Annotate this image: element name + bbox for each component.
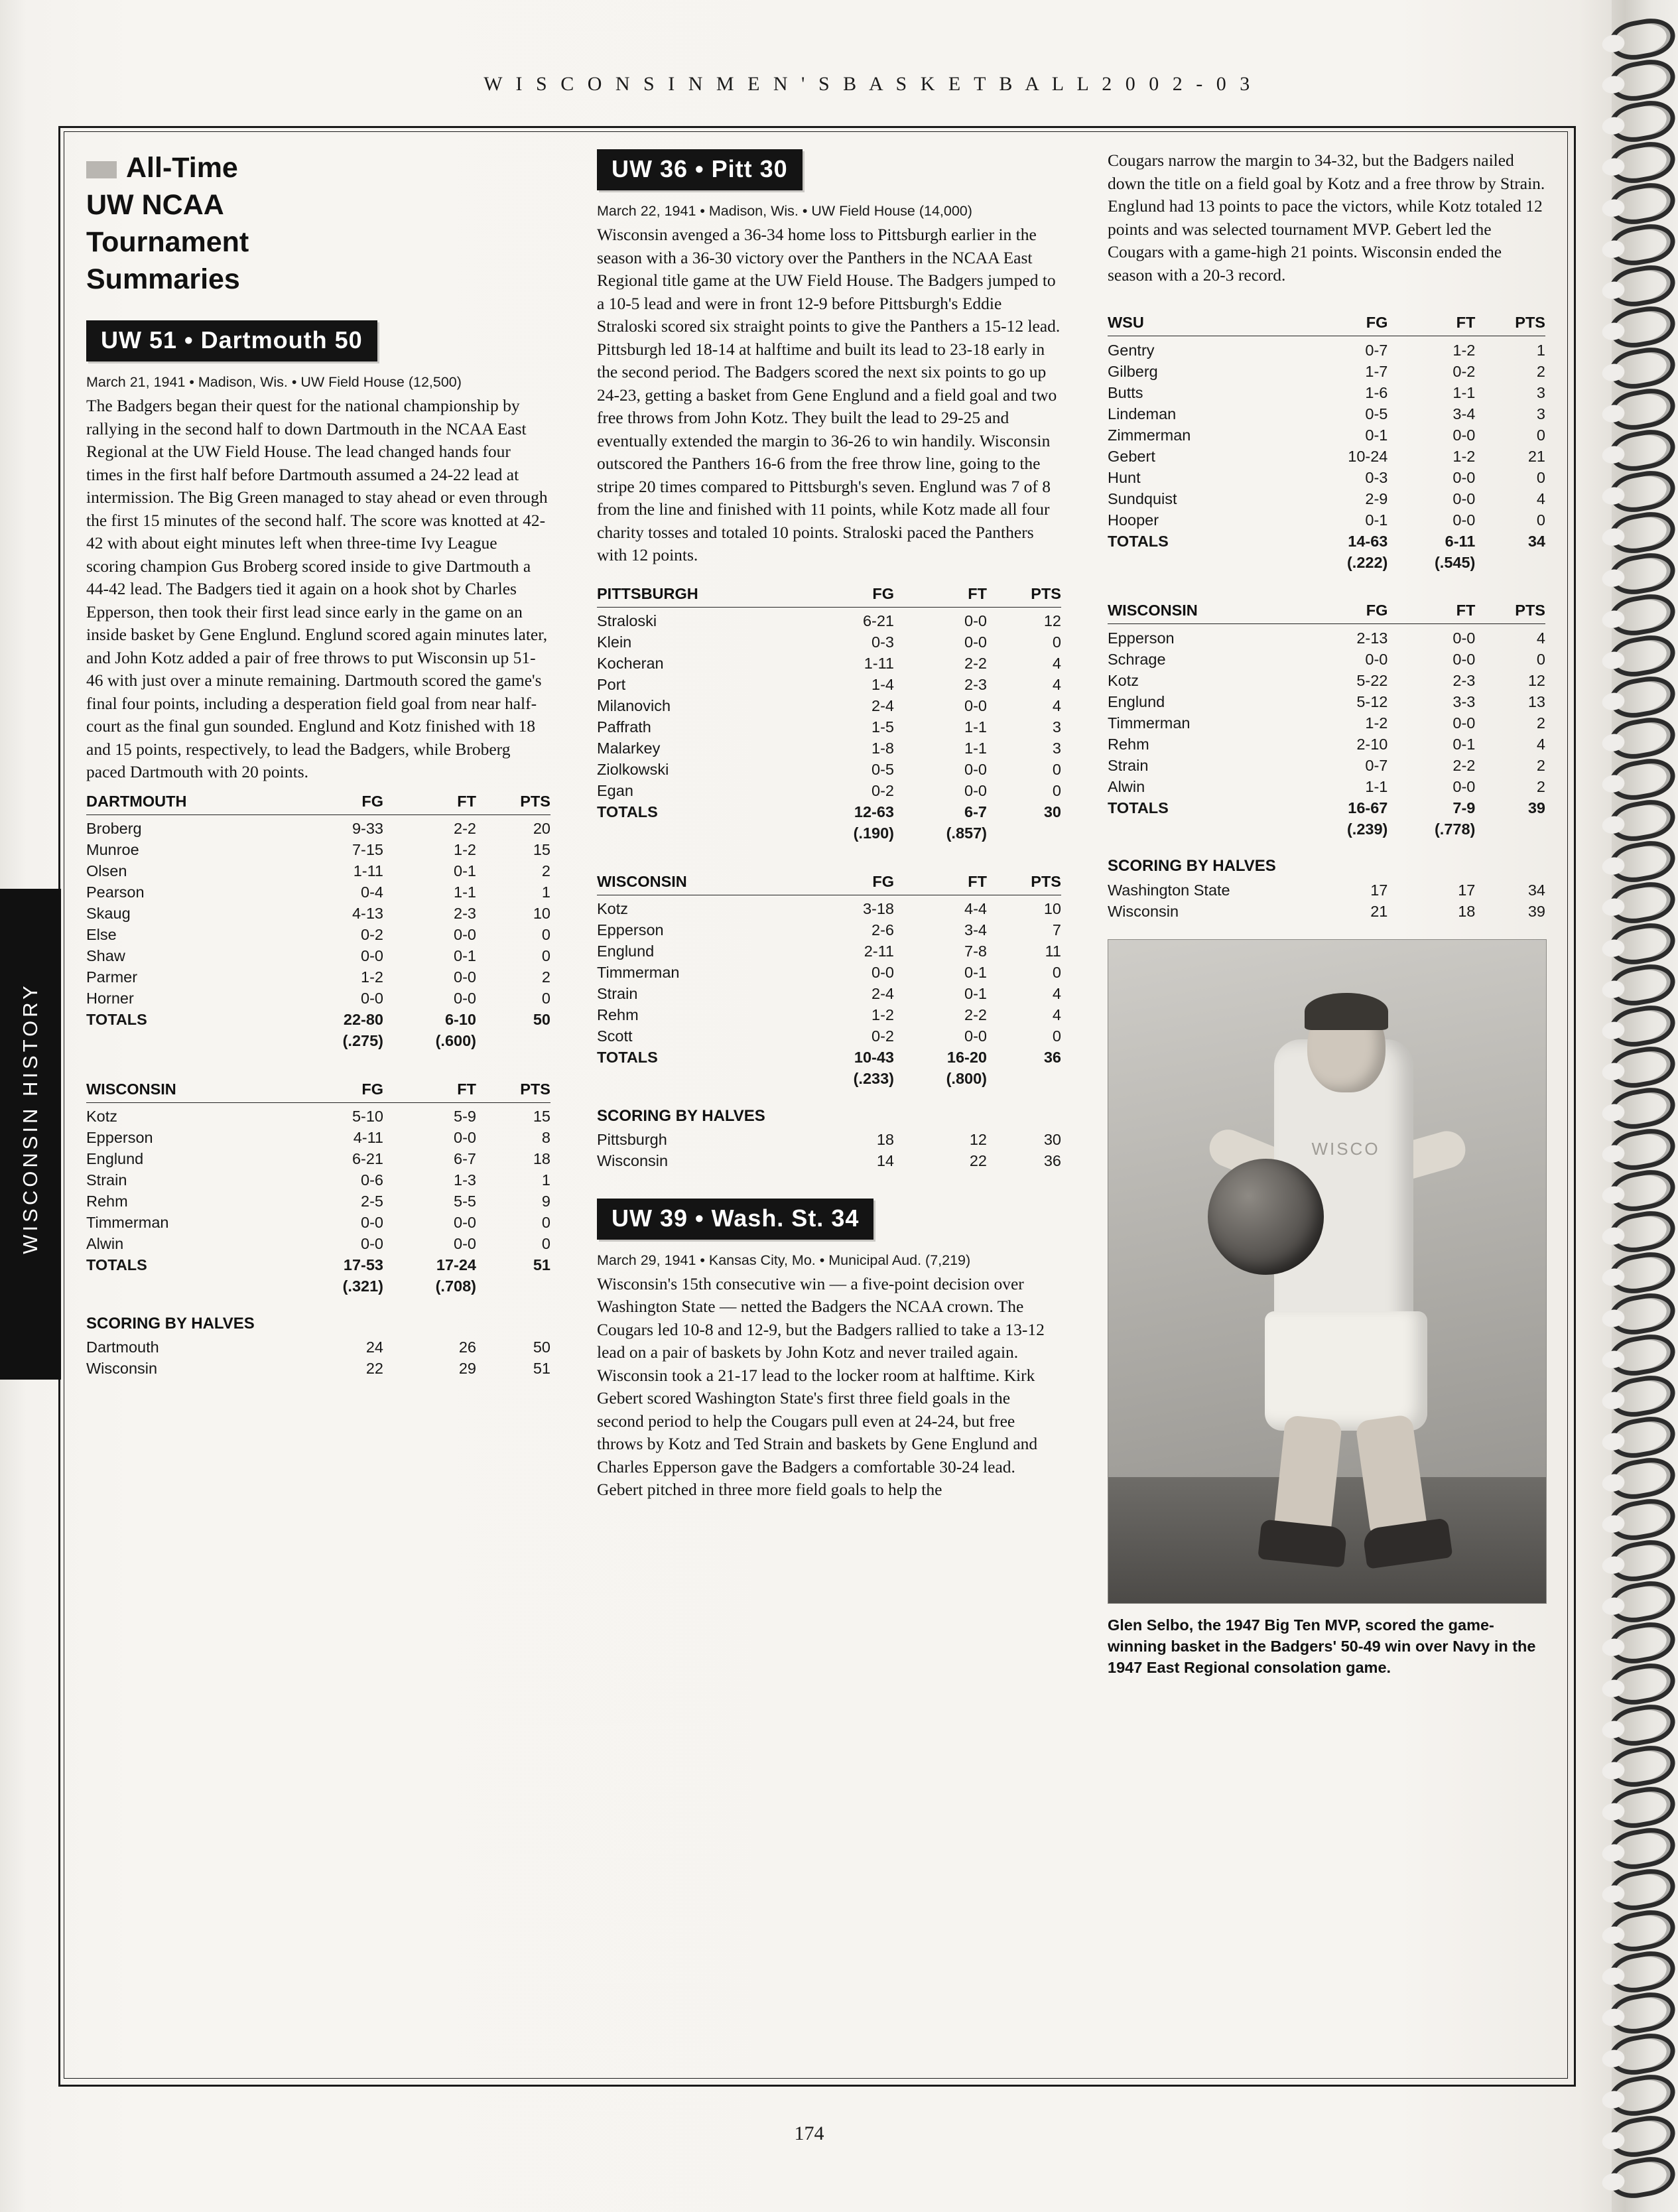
player-name: Strain — [597, 985, 638, 1002]
table-row — [86, 1358, 550, 1380]
stat-pts: 15 — [533, 841, 550, 858]
stat-ft: 0-0 — [454, 926, 476, 943]
table-row — [86, 903, 550, 925]
game-banner-2-label: UW 36 • Pitt 30 — [597, 149, 803, 190]
player-name: Kotz — [597, 900, 629, 917]
table-row: Gilberg 1-7 0-2 2 — [1108, 361, 1545, 382]
player-name: Paffrath — [597, 718, 651, 736]
square-bullet-icon — [86, 161, 117, 178]
player-name: Hunt — [1108, 468, 1141, 486]
table-row: Zimmerman 0-1 0-0 0 — [1108, 424, 1545, 446]
table-row: Epperson 2-6 3-4 7 — [597, 920, 1061, 941]
table-row: Ziolkowski 0-5 0-0 0 — [597, 759, 1061, 781]
table-row: Timmerman 1-2 0-0 2 — [1108, 712, 1545, 734]
column-2 — [597, 149, 1061, 1508]
scoring-by-halves-title-3: SCORING BY HALVES — [1108, 857, 1276, 875]
player-name: Kocheran — [597, 655, 664, 672]
game-2-dateline: March 22, 1941 • Madison, Wis. • UW Field House (14,000) — [597, 203, 972, 219]
totals-fg: 22-80 — [343, 1011, 383, 1028]
table-row: Epperson 4-11 0-0 8 — [86, 1128, 550, 1149]
table-row: Englund 2-11 7-8 11 — [597, 941, 1061, 962]
boxscore-header-row — [597, 583, 1061, 608]
jersey-text: WISCO — [1311, 1139, 1380, 1159]
player-name: Schrage — [1108, 650, 1166, 668]
page-title-line-3: Tournament — [86, 226, 249, 258]
table-row — [86, 988, 550, 1009]
boxscore-col-pts: PTS — [1515, 314, 1545, 331]
section-tab-wisconsin-history — [0, 889, 61, 1380]
player-name: Sundquist — [1108, 489, 1177, 507]
player-name: Timmerman — [597, 964, 680, 981]
basketball-icon — [1208, 1159, 1324, 1275]
player-name: Timmerman — [1108, 714, 1191, 732]
page-title-line-2: UW NCAA — [86, 189, 224, 221]
table-row-percent: (.321) (.708) — [342, 1277, 476, 1295]
boxscore-wisconsin-g2 — [597, 871, 1061, 1090]
player-name: Pearson — [86, 883, 145, 901]
table-row: Straloski 6-21 0-0 12 — [597, 611, 1061, 632]
table-row: Englund 6-21 6-7 18 — [86, 1149, 550, 1170]
table-row-totals: TOTALS 14-63 6-11 34 — [1108, 532, 1545, 550]
stat-fg: 9-33 — [352, 820, 383, 837]
table-row: Kotz 3-18 4-4 10 — [597, 899, 1061, 920]
table-row: Milanovich 2-4 0-0 4 — [597, 696, 1061, 717]
table-row: Hunt 0-3 0-0 0 — [1108, 467, 1545, 488]
table-row: Alwin 0-0 0-0 0 — [86, 1234, 550, 1255]
table-row: Kotz 5-10 5-9 15 — [86, 1106, 550, 1128]
boxscore-col-fg: FG — [1366, 314, 1388, 331]
player-name: Butts — [1108, 383, 1143, 401]
player-name: Skaug — [86, 905, 131, 922]
game-banner-1-label: UW 51 • Dartmouth 50 — [86, 320, 377, 361]
table-row: Gentry 0-7 1-2 1 — [1108, 340, 1545, 361]
table-row: Rehm 2-10 0-1 4 — [1108, 734, 1545, 755]
stat-pts: 2 — [541, 862, 550, 879]
boxscore-col-ft: FT — [457, 792, 476, 810]
table-row: Malarkey 1-8 1-1 3 — [597, 738, 1061, 759]
table-row-percent: (.222) (.545) — [1346, 553, 1476, 571]
page-header-title: W I S C O N S I N M E N ' S B A S K E T B A L L 2 0 0 2 - 0 3 — [484, 73, 1254, 95]
game-banner-3 — [597, 1199, 1061, 1240]
player-name: Ziolkowski — [597, 761, 669, 778]
boxscore-col-fg: FG — [361, 792, 383, 810]
table-row-totals: TOTALS 16-67 7-9 39 — [1108, 799, 1545, 816]
player-name: Gilberg — [1108, 362, 1158, 380]
player-name: Klein — [597, 633, 632, 651]
player-name: Rehm — [1108, 735, 1149, 753]
table-row: Butts 1-6 1-1 3 — [1108, 382, 1545, 403]
table-row: Wisconsin 21 18 39 — [1108, 901, 1545, 922]
photo-caption: Glen Selbo, the 1947 Big Ten MVP, scored the game-winning basket in the Badgers' 50-49 win over Navy in the 1947 East Regional consolation game. — [1108, 1616, 1536, 1676]
table-row — [86, 818, 550, 840]
boxscore-col-fg: FG — [1366, 602, 1388, 619]
boxscore-col-pts: PTS — [1031, 584, 1061, 602]
stat-pts: 10 — [533, 905, 550, 922]
article-columns — [86, 149, 1552, 2059]
player-name: Alwin — [1108, 777, 1145, 795]
table-row — [86, 882, 550, 903]
pct-fg: (.275) — [342, 1032, 383, 1049]
halves-team: Wisconsin — [597, 1152, 669, 1169]
game-banner-1 — [86, 320, 550, 361]
stat-ft: 0-1 — [454, 862, 476, 879]
player-name: Kotz — [86, 1108, 118, 1125]
boxscore-col-fg: FG — [872, 872, 894, 890]
halves-team: Pittsburgh — [597, 1131, 667, 1148]
table-row: Gebert 10-24 1-2 21 — [1108, 446, 1545, 467]
player-name: Straloski — [597, 612, 657, 629]
stat-fg: 0-0 — [361, 947, 383, 964]
table-row: Hooper 0-1 0-0 0 — [1108, 509, 1545, 531]
game-banner-2 — [597, 149, 1061, 190]
boxscore-wisconsin-g3 — [1108, 600, 1545, 840]
game-3-body-continued: Cougars narrow the margin to 34-32, but the Badgers nailed down the title on a field goal by Kotz and a free throw by Strain. Englund had 13 points to pace the victors, while Kotz totaled 12 points and was selected tournament MVP. Gebert led the Cougars with a game-high 21 points. Wisconsin ended the season with a 20-3 record. — [1108, 151, 1545, 285]
table-row: Lindeman 0-5 3-4 3 — [1108, 403, 1545, 424]
table-row: Washington State 17 17 34 — [1108, 879, 1545, 901]
boxscore-team-name: PITTSBURGH — [597, 584, 698, 602]
halves-h1: 24 — [365, 1338, 383, 1356]
table-row: Strain 0-7 2-2 2 — [1108, 755, 1545, 776]
boxscore-team-name: WSU — [1108, 314, 1144, 331]
player-name: Else — [86, 926, 117, 943]
player-name: Epperson — [1108, 629, 1175, 647]
stat-ft: 1-2 — [454, 841, 476, 858]
scoring-by-halves-2 — [597, 1130, 1061, 1172]
stat-pts: 0 — [541, 947, 550, 964]
totals-pts: 50 — [533, 1011, 550, 1028]
table-row: Egan 0-2 0-0 0 — [597, 781, 1061, 802]
stat-ft: 0-0 — [454, 990, 476, 1007]
stat-ft: 2-2 — [454, 820, 476, 837]
stat-pts: 1 — [541, 883, 550, 901]
scoring-by-halves-1 — [86, 1337, 550, 1380]
table-row: Paffrath 1-5 1-1 3 — [597, 717, 1061, 738]
halves-h2: 26 — [458, 1338, 476, 1356]
boxscore-header-row — [86, 1078, 550, 1103]
halves-team: Wisconsin — [86, 1360, 158, 1377]
game-1-dateline: March 21, 1941 • Madison, Wis. • UW Field House (12,500) — [86, 374, 462, 390]
game-2-body: Wisconsin avenged a 36-34 home loss to Pittsburgh earlier in the season with a 36-30 victory over the Panthers in the NCAA East Regional title game at the UW Field House. The Badgers jumped to a 10-5 lead and were in front 12-9 before Pittsburgh's Eddie Straloski scored six straight points to give the Panthers a 15-12 lead. Pittsburgh led 18-14 at halftime and built its lead to 23-18 early in the second period. The Badgers scored the next six points to go up 24-23, getting a basket from Gene Englund and a field goal and two free throws from John Kotz. They built the lead to 29-25 and eventually extended the margin to 36-26 to win handily. Wisconsin outscored the Panthers 16-6 from the free throw line, going to the stripe 20 times compared to Pittsburgh's seven. Englund was 7 of 8 from the line and finished with 11 points, while Kotz made all four charity tosses and totaled 10 points. Straloski paced the Panthers with 12 points. — [597, 225, 1061, 564]
stat-fg: 7-15 — [352, 841, 383, 858]
table-row: Wisconsin 14 22 36 — [597, 1151, 1061, 1172]
player-name: Hooper — [1108, 511, 1159, 529]
table-row: Timmerman 0-0 0-1 0 — [597, 962, 1061, 984]
halves-h2: 29 — [458, 1360, 476, 1377]
pct-ft: (.600) — [435, 1032, 476, 1049]
table-row — [86, 967, 550, 988]
player-name: Kotz — [1108, 671, 1139, 689]
boxscore-team-name: WISCONSIN — [1108, 602, 1198, 619]
boxscore-col-pts: PTS — [520, 1080, 550, 1098]
boxscore-dartmouth — [86, 791, 550, 1052]
player-name: Malarkey — [597, 740, 661, 757]
table-row: Kotz 5-22 2-3 12 — [1108, 670, 1545, 691]
table-row: Pittsburgh 18 12 30 — [597, 1130, 1061, 1151]
stat-pts: 0 — [541, 990, 550, 1007]
table-row — [86, 946, 550, 967]
stat-fg: 0-2 — [361, 926, 383, 943]
player-name: Lindeman — [1108, 405, 1177, 423]
table-row — [86, 861, 550, 882]
player-name: Strain — [86, 1171, 127, 1189]
spiral-binding — [1612, 0, 1678, 2212]
table-row: Rehm 1-2 2-2 4 — [597, 1005, 1061, 1026]
stat-pts: 20 — [533, 820, 550, 837]
player-name: Timmerman — [86, 1214, 169, 1231]
table-row: Timmerman 0-0 0-0 0 — [86, 1212, 550, 1234]
column-1 — [86, 149, 550, 1380]
stat-fg: 1-11 — [353, 862, 383, 879]
halves-team: Washington State — [1108, 881, 1230, 899]
player-name: Parmer — [86, 968, 138, 986]
page-number: 174 — [794, 2122, 824, 2144]
halves-final: 50 — [533, 1338, 550, 1356]
table-row-totals: TOTALS 10-43 16-20 36 — [597, 1049, 1061, 1066]
table-row: Englund 5-12 3-3 13 — [1108, 691, 1545, 712]
game-1-body: The Badgers began their quest for the national championship by rallying in the second half to down Dartmouth in the NCAA East Regional at the UW Field House. The lead changed hands four times in the first half before Dartmouth assumed a 24-22 lead at intermission. The Big Green managed to stay ahead or even through the first 15 minutes of the second half. The score was knotted at 42-42 with about eight minutes left when three-time Ivy League scoring champion Gus Broberg scored inside to give Dartmouth a 44-42 lead. The Badgers tied it again on a hook shot by Charles Epperson, then took their first lead since early in the game on an inside basket by Gene Englund. Englund scored again minutes later, and John Kotz added a pair of free throws to put Wisconsin up 51-46 with just over a minute remaining. Dartmouth scored the game's final four points, including a desperation field goal from near half-court as the final gun sounded. Englund and Kotz finished with 18 and 15 points, respectively, to lead the Badgers, while Broberg paced Dartmouth with 20 points. — [86, 396, 548, 781]
player-name: Olsen — [86, 862, 127, 879]
boxscore-header-row — [1108, 312, 1545, 336]
page-title — [86, 149, 550, 298]
section-tab-label: WISCONSIN HISTORY — [19, 982, 42, 1254]
player-name: Rehm — [86, 1193, 128, 1210]
player-name: Shaw — [86, 947, 125, 964]
player-name: Egan — [597, 782, 633, 799]
halves-team: Wisconsin — [1108, 902, 1179, 920]
scoring-by-halves-title-2: SCORING BY HALVES — [597, 1106, 765, 1125]
halves-final: 51 — [533, 1360, 550, 1377]
table-row — [86, 1337, 550, 1358]
boxscore-col-ft: FT — [968, 872, 987, 890]
scoring-by-halves-title-1: SCORING BY HALVES — [86, 1314, 255, 1333]
stat-ft: 0-1 — [454, 947, 476, 964]
stat-fg: 1-2 — [361, 968, 383, 986]
player-name: Rehm — [597, 1006, 639, 1023]
table-row-percent — [86, 1031, 550, 1052]
boxscore-col-pts: PTS — [1515, 602, 1545, 619]
player-name: Milanovich — [597, 697, 671, 714]
boxscore-pittsburgh — [597, 583, 1061, 844]
stat-ft: 1-1 — [454, 883, 476, 901]
table-row-totals — [86, 1009, 550, 1031]
player-name: Strain — [1108, 756, 1149, 774]
page-title-line-1: All-Time — [126, 152, 238, 184]
table-row — [86, 925, 550, 946]
stat-ft: 2-3 — [454, 905, 476, 922]
table-row: Strain 2-4 0-1 4 — [597, 984, 1061, 1005]
boxscore-wisconsin-g1 — [86, 1078, 550, 1297]
table-row: Epperson 2-13 0-0 4 — [1108, 627, 1545, 649]
table-row — [86, 840, 550, 861]
boxscore-wsu — [1108, 312, 1545, 573]
player-name: Englund — [86, 1150, 144, 1167]
column-3 — [1108, 149, 1545, 1678]
stat-fg: 4-13 — [352, 905, 383, 922]
table-row-totals: TOTALS 12-63 6-7 30 — [597, 803, 1061, 820]
table-row: Schrage 0-0 0-0 0 — [1108, 649, 1545, 670]
player-name: Epperson — [86, 1129, 153, 1146]
boxscore-col-ft: FT — [457, 1080, 476, 1098]
game-3-dateline: March 29, 1941 • Kansas City, Mo. • Municipal Aud. (7,219) — [597, 1252, 971, 1268]
boxscore-col-ft: FT — [968, 584, 987, 602]
player-name: Zimmerman — [1108, 426, 1191, 444]
player-photo — [1108, 939, 1547, 1604]
boxscore-header-row — [597, 871, 1061, 895]
boxscore-header-row — [86, 791, 550, 815]
boxscore-team-name: DARTMOUTH — [86, 792, 187, 810]
scoring-by-halves-3 — [1108, 879, 1545, 922]
player-name: Horner — [86, 990, 134, 1007]
player-name: Scott — [597, 1027, 633, 1045]
table-row: Sundquist 2-9 0-0 4 — [1108, 488, 1545, 509]
table-row-totals: TOTALS 17-53 17-24 51 — [86, 1256, 550, 1273]
player-name: Gentry — [1108, 341, 1155, 359]
game-3-body: Wisconsin's 15th consecutive win — a five-point decision over Washington State — netted the Badgers the NCAA crown. The Cougars led 10-8 and 12-9, but the Badgers rallied to take a 13-12 lead on a pair of baskets by John Kotz and never trailed again. Wisconsin took a 21-17 lead to the locker room at halftime. Kirk Gebert scored Washington State's first three field goals in the second period to help the Cougars pull even at 24-24, but free throws by Kotz and Ted Strain and baskets by Gene Englund and Charles Epperson gave the Badgers a comfortable 30-24 lead. Gebert pitched in three more field goals to help the — [597, 1273, 1045, 1499]
boxscore-col-pts: PTS — [520, 792, 550, 810]
player-name: Munroe — [86, 841, 139, 858]
halves-h1: 22 — [365, 1360, 383, 1377]
totals-label: TOTALS — [86, 1011, 147, 1028]
player-name: Epperson — [597, 921, 664, 939]
stat-pts: 0 — [541, 926, 550, 943]
boxscore-col-pts: PTS — [1031, 872, 1061, 890]
player-name: Broberg — [86, 820, 142, 837]
stat-pts: 2 — [541, 968, 550, 986]
stat-fg: 0-4 — [361, 883, 383, 901]
table-row: Scott 0-2 0-0 0 — [597, 1026, 1061, 1047]
page-title-line-4: Summaries — [86, 263, 240, 295]
player-name: Gebert — [1108, 447, 1155, 465]
stat-ft: 0-0 — [454, 968, 476, 986]
table-row: Kocheran 1-11 2-2 4 — [597, 653, 1061, 675]
table-row: Alwin 1-1 0-0 2 — [1108, 776, 1545, 797]
totals-ft: 6-10 — [444, 1011, 476, 1028]
table-row-percent: (.233) (.800) — [853, 1070, 987, 1087]
boxscore-col-fg: FG — [361, 1080, 383, 1098]
player-name: Alwin — [86, 1235, 124, 1252]
table-row: Rehm 2-5 5-5 9 — [86, 1191, 550, 1212]
table-row: Port 1-4 2-3 4 — [597, 675, 1061, 696]
table-row-percent: (.190) (.857) — [853, 824, 987, 842]
player-name: Englund — [597, 943, 655, 960]
game-banner-3-label: UW 39 • Wash. St. 34 — [597, 1199, 873, 1240]
stat-fg: 0-0 — [361, 990, 383, 1007]
boxscore-col-fg: FG — [872, 584, 894, 602]
table-row: Klein 0-3 0-0 0 — [597, 632, 1061, 653]
table-row: Strain 0-6 1-3 1 — [86, 1170, 550, 1191]
boxscore-team-name: WISCONSIN — [86, 1080, 176, 1098]
halves-team: Dartmouth — [86, 1338, 159, 1356]
player-name: Port — [597, 676, 626, 693]
boxscore-team-name: WISCONSIN — [597, 872, 687, 890]
boxscore-col-ft: FT — [1456, 314, 1476, 331]
boxscore-header-row — [1108, 600, 1545, 624]
table-row-percent: (.239) (.778) — [1346, 820, 1476, 838]
player-name: Englund — [1108, 692, 1165, 710]
boxscore-col-ft: FT — [1456, 602, 1476, 619]
